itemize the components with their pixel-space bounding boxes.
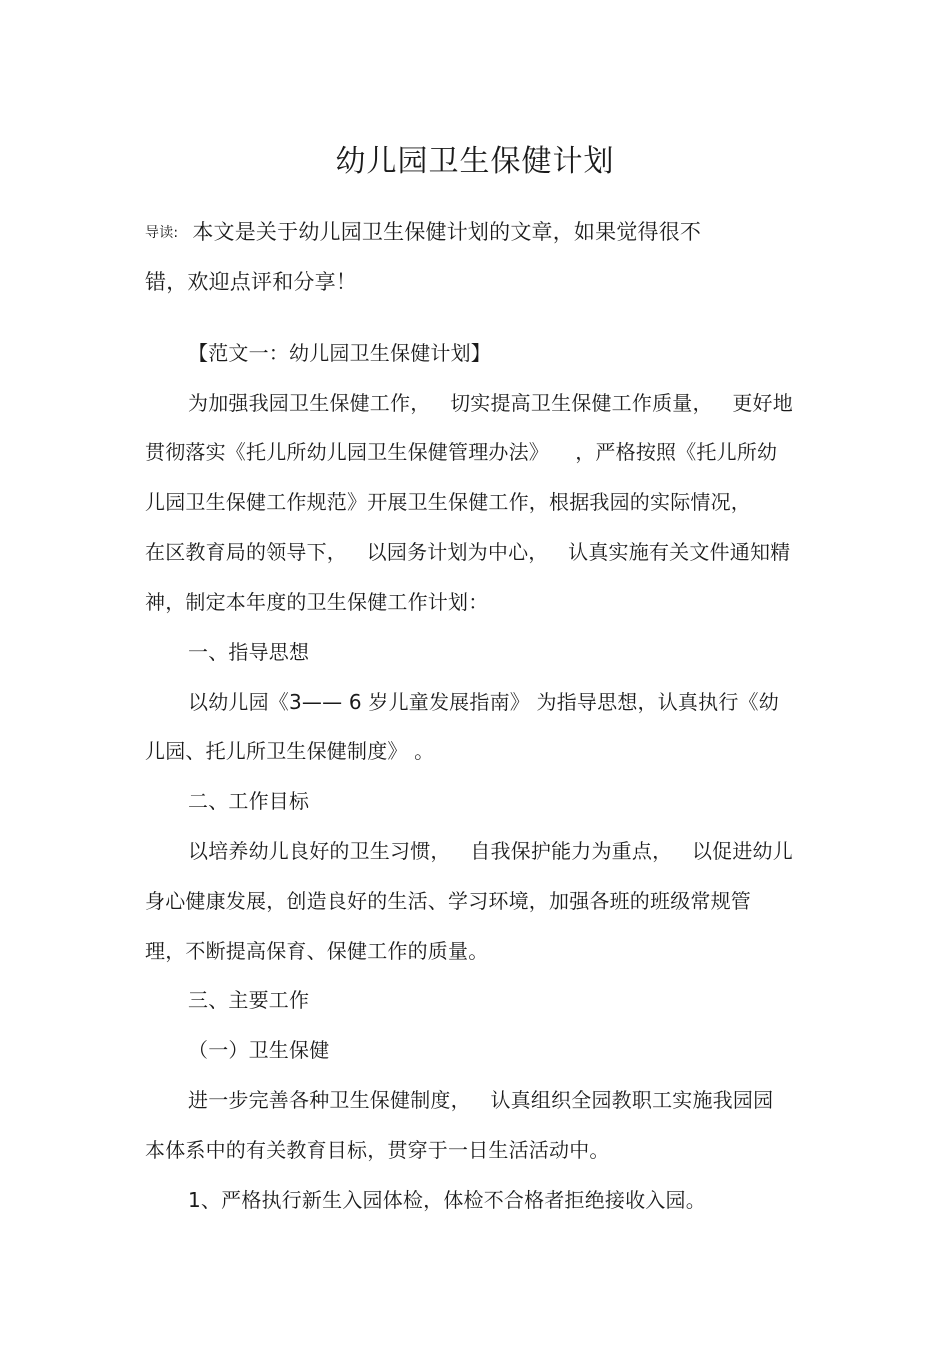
paragraph-line: 以培养幼儿良好的卫生习惯， 自我保护能力为重点， 以促进幼儿 bbox=[188, 839, 793, 863]
lead-label: 导读: bbox=[145, 225, 179, 241]
section-heading: 二、工作目标 bbox=[188, 789, 310, 813]
paragraph-line: 身心健康发展，创造良好的生活、学习环境，加强各班的班级常规管 bbox=[145, 889, 751, 913]
section-heading: 一、指导思想 bbox=[188, 640, 310, 664]
paragraph-line: 以幼儿园《3—— 6 岁儿童发展指南》 为指导思想，认真执行《幼 bbox=[188, 690, 779, 714]
lead-text: 本文是关于幼儿园卫生保健计划的文章，如果觉得很不 bbox=[192, 220, 702, 244]
paragraph-line: 进一步完善各种卫生保健制度， 认真组织全园教职工实施我园园 bbox=[188, 1088, 774, 1112]
paragraph-line: 为加强我园卫生保健工作， 切实提高卫生保健工作质量， 更好地 bbox=[188, 391, 793, 415]
section-heading-fanwen: 【范文一：幼儿园卫生保健计划】 bbox=[188, 341, 491, 365]
subsection-heading: （一）卫生保健 bbox=[188, 1038, 330, 1062]
document-title: 幼儿园卫生保健计划 bbox=[335, 144, 615, 179]
paragraph-line: 贯彻落实《托儿所幼儿园卫生保健管理办法》 ，严格按照《托儿所幼 bbox=[145, 440, 778, 464]
paragraph-line: 本体系中的有关教育目标，贯穿于一日生活活动中。 bbox=[145, 1138, 610, 1162]
section-heading: 三、主要工作 bbox=[188, 988, 310, 1012]
paragraph-line: 儿园卫生保健工作规范》开展卫生保健工作，根据我园的实际情况， bbox=[145, 490, 751, 514]
lead-line-2: 错，欢迎点评和分享！ bbox=[145, 270, 357, 294]
paragraph-line: 神，制定本年度的卫生保健工作计划： bbox=[145, 590, 489, 614]
paragraph-line: 理，不断提高保育、保健工作的质量。 bbox=[145, 939, 489, 963]
list-item: 1、严格执行新生入园体检，体检不合格者拒绝接收入园。 bbox=[188, 1188, 706, 1212]
lead-line-1 bbox=[145, 218, 701, 247]
paragraph-line: 儿园、托儿所卫生保健制度》 。 bbox=[145, 739, 435, 763]
paragraph-line: 在区教育局的领导下， 以园务计划为中心， 认真实施有关文件通知精 bbox=[145, 540, 791, 564]
